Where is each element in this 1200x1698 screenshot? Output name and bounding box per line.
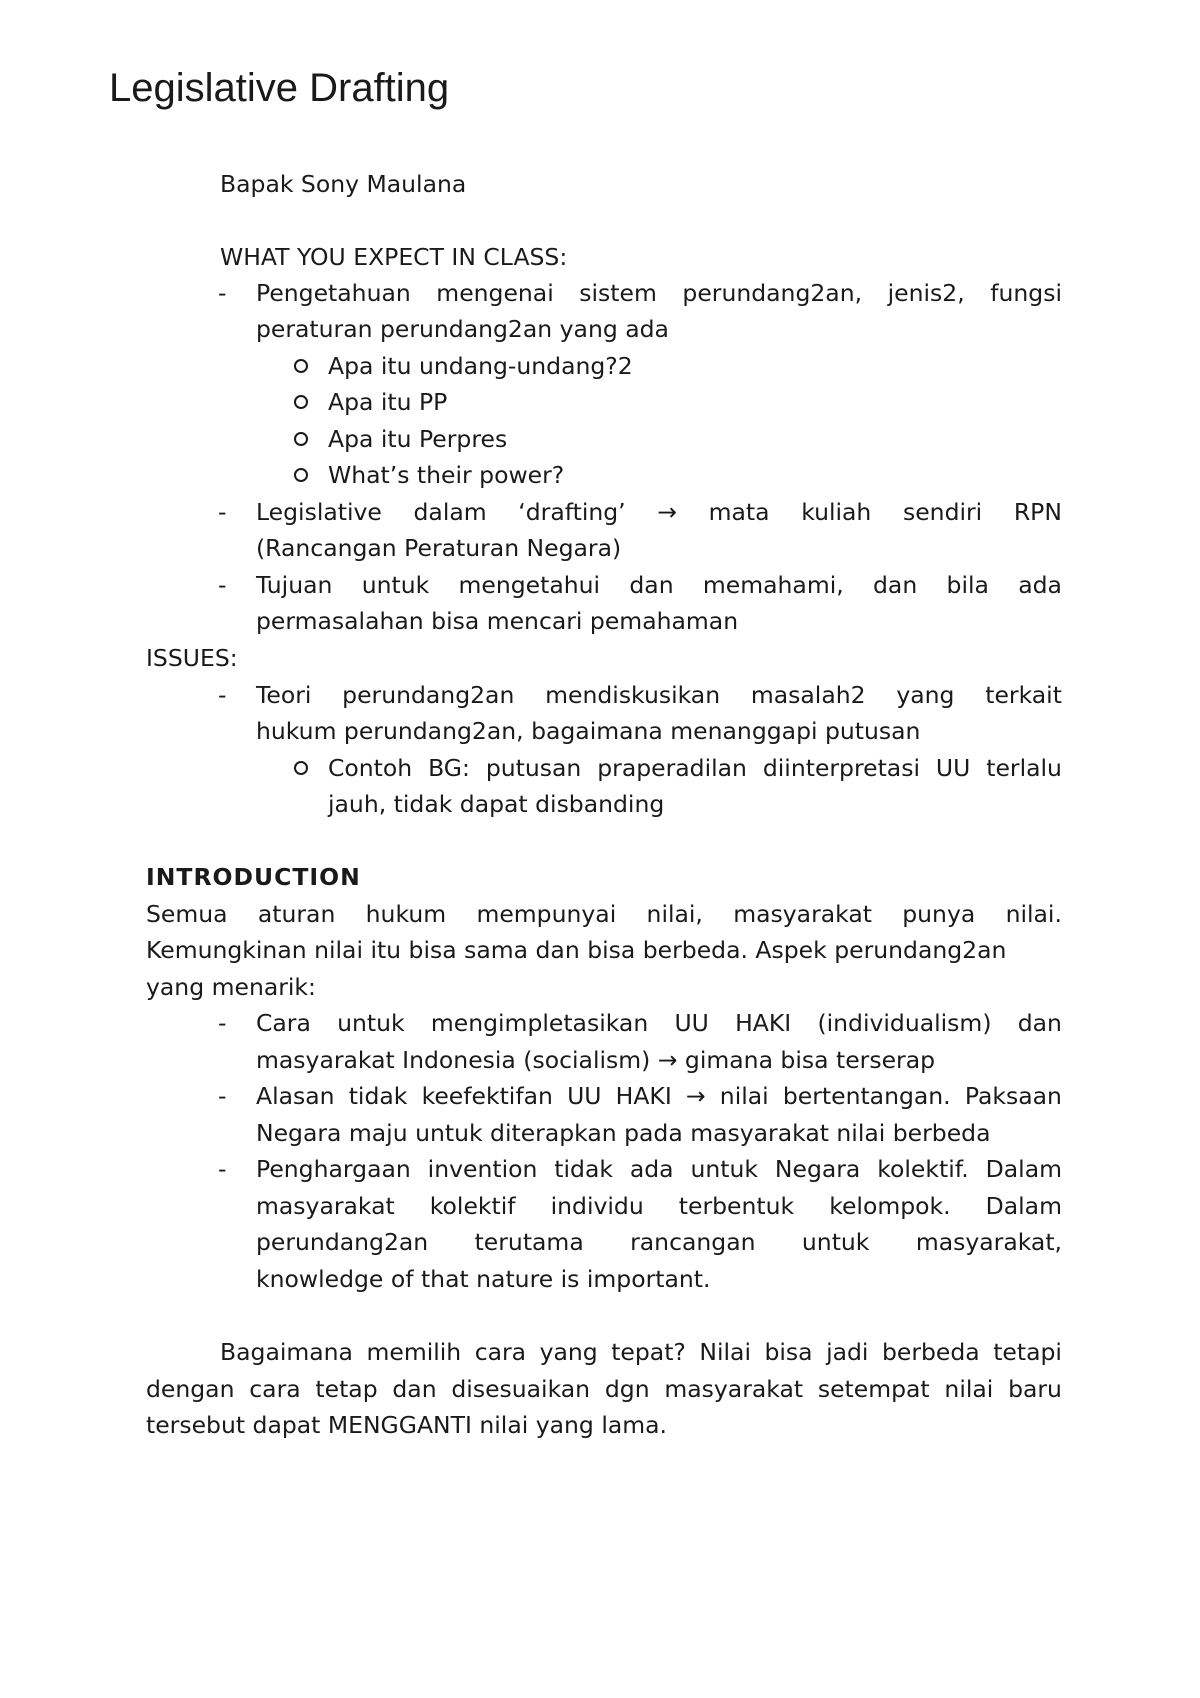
dash-bullet: -	[218, 498, 227, 526]
expect-item-1-line2: peraturan perundang2an yang ada	[256, 315, 669, 343]
expect-sub-item: Apa itu PP	[328, 388, 448, 416]
dash-bullet: -	[218, 1082, 227, 1110]
circle-bullet-icon	[294, 359, 308, 373]
issues-heading: ISSUES:	[146, 644, 238, 672]
expect-sub-item: Apa itu undang-undang?2	[328, 352, 633, 380]
document-title: Legislative Drafting	[109, 66, 450, 110]
circle-bullet-icon	[294, 468, 308, 482]
expect-item-2-line2: (Rancangan Peraturan Negara)	[256, 534, 622, 562]
intro-item-line: Penghargaan invention tidak ada untuk Negara kolektif. Dalam	[256, 1155, 1062, 1183]
intro-para-line: Semua aturan hukum mempunyai nilai, masyarakat punya nilai.	[146, 900, 1062, 928]
expect-item-1-line1: Pengetahuan mengenai sistem perundang2an, jenis2, fungsi	[256, 279, 1062, 307]
expect-item-2-line1: Legislative dalam ‘drafting’ → mata kuliah sendiri RPN	[256, 498, 1062, 526]
closing-para-line: Bagaimana memilih cara yang tepat? Nilai bisa jadi berbeda tetapi	[220, 1338, 1062, 1366]
expect-item-3-line2: permasalahan bisa mencari pemahaman	[256, 607, 739, 635]
expect-item-3-line1: Tujuan untuk mengetahui dan memahami, dan bila ada	[256, 571, 1062, 599]
intro-para-line: yang menarik:	[146, 973, 316, 1001]
expect-sub-item: Apa itu Perpres	[328, 425, 508, 453]
closing-para-line: dengan cara tetap dan disesuaikan dgn masyarakat setempat nilai baru	[146, 1375, 1062, 1403]
closing-para-line: tersebut dapat MENGGANTI nilai yang lama.	[146, 1411, 668, 1439]
intro-item-line: masyarakat Indonesia (socialism) → gimana bisa terserap	[256, 1046, 936, 1074]
intro-para-line: Kemungkinan nilai itu bisa sama dan bisa berbeda. Aspek perundang2an	[146, 936, 1007, 964]
circle-bullet-icon	[294, 395, 308, 409]
intro-item-line: Negara maju untuk diterapkan pada masyarakat nilai berbeda	[256, 1119, 991, 1147]
expect-sub-item: What’s their power?	[328, 461, 565, 489]
issues-sub-line2: jauh, tidak dapat disbanding	[328, 790, 665, 818]
issues-item-line2: hukum perundang2an, bagaimana menanggapi putusan	[256, 717, 921, 745]
intro-item-line: masyarakat kolektif individu terbentuk kelompok. Dalam	[256, 1192, 1062, 1220]
intro-item-line: perundang2an terutama rancangan untuk masyarakat,	[256, 1228, 1062, 1256]
issues-item-line1: Teori perundang2an mendiskusikan masalah2 yang terkait	[256, 681, 1062, 709]
intro-item-line: knowledge of that nature is important.	[256, 1265, 711, 1293]
dash-bullet: -	[218, 571, 227, 599]
intro-heading: INTRODUCTION	[146, 863, 361, 891]
circle-bullet-icon	[294, 761, 308, 775]
dash-bullet: -	[218, 1155, 227, 1183]
dash-bullet: -	[218, 279, 227, 307]
intro-item-line: Cara untuk mengimpletasikan UU HAKI (individualism) dan	[256, 1009, 1062, 1037]
dash-bullet: -	[218, 681, 227, 709]
issues-sub-line1: Contoh BG: putusan praperadilan diinterpretasi UU terlalu	[328, 754, 1062, 782]
lecturer-line: Bapak Sony Maulana	[220, 170, 467, 198]
dash-bullet: -	[218, 1009, 227, 1037]
expect-heading: WHAT YOU EXPECT IN CLASS:	[220, 243, 568, 271]
intro-item-line: Alasan tidak keefektifan UU HAKI → nilai bertentangan. Paksaan	[256, 1082, 1062, 1110]
circle-bullet-icon	[294, 432, 308, 446]
